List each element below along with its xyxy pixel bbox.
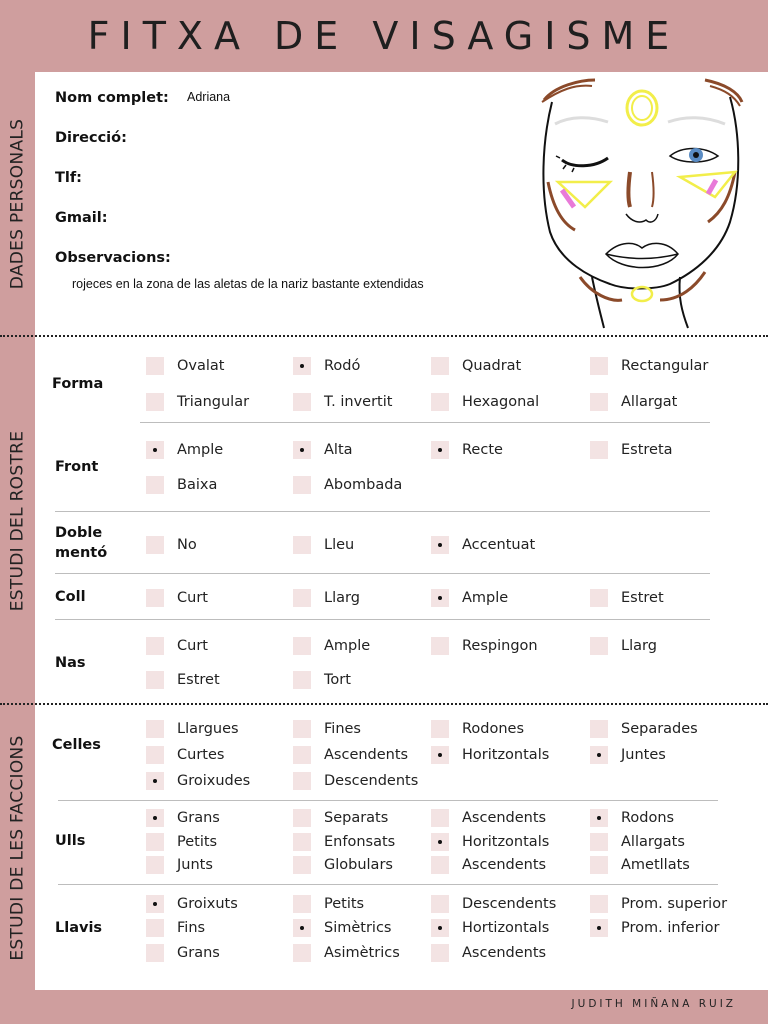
checkbox[interactable]	[293, 856, 311, 874]
option-label: Prom. inferior	[621, 920, 720, 936]
checked-dot-icon	[438, 543, 442, 547]
option-label: Estreta	[621, 442, 673, 458]
checkbox[interactable]	[590, 589, 608, 607]
row-label-nas: Nas	[55, 655, 86, 671]
checkbox[interactable]	[431, 720, 449, 738]
checkbox[interactable]	[590, 919, 608, 937]
option-label: Descendents	[462, 896, 557, 912]
notes-field[interactable]: rojeces en la zona de las aletas de la nariz bastante extendidas	[72, 277, 424, 291]
option-label: Ample	[462, 590, 509, 606]
row-label-coll: Coll	[55, 589, 86, 605]
checkbox[interactable]	[293, 476, 311, 494]
option-label: Ascendents	[462, 810, 547, 826]
option-label: Abombada	[324, 477, 403, 493]
checkbox[interactable]	[293, 919, 311, 937]
checked-dot-icon	[153, 816, 157, 820]
row-label-doble-mento: Doble mentó	[55, 525, 108, 561]
checkbox[interactable]	[146, 441, 164, 459]
option-label: Allargats	[621, 834, 685, 850]
checked-dot-icon	[597, 753, 601, 757]
row-label-front: Front	[55, 459, 99, 475]
checkbox[interactable]	[293, 441, 311, 459]
checkbox[interactable]	[293, 746, 311, 764]
checkbox[interactable]	[590, 441, 608, 459]
checkbox[interactable]	[431, 944, 449, 962]
option-label: Horitzontals	[462, 747, 550, 763]
row-divider	[58, 884, 718, 885]
option-label: Curtes	[177, 747, 225, 763]
checkbox[interactable]	[293, 809, 311, 827]
checkbox[interactable]	[431, 536, 449, 554]
address-label: Direcció:	[55, 130, 127, 146]
section-label-features: ESTUDI DE LES FACCIONS	[7, 735, 28, 961]
checkbox[interactable]	[431, 393, 449, 411]
checked-dot-icon	[300, 448, 304, 452]
checkbox[interactable]	[293, 720, 311, 738]
checkbox[interactable]	[431, 441, 449, 459]
option-label: Llargues	[177, 721, 239, 737]
checkbox[interactable]	[590, 809, 608, 827]
option-label: Estret	[177, 672, 220, 688]
option-label: Fins	[177, 920, 206, 936]
option-label: Lleu	[324, 537, 355, 553]
option-label: Ovalat	[177, 358, 225, 374]
option-label: Ample	[324, 638, 371, 654]
option-label: Rodó	[324, 358, 361, 374]
option-label: Tort	[324, 672, 351, 688]
option-label: Separades	[621, 721, 698, 737]
option-label: Ascendents	[462, 945, 547, 961]
name-field[interactable]: Adriana	[187, 90, 231, 104]
row-label-llavis: Llavis	[55, 920, 103, 936]
checkbox[interactable]	[590, 895, 608, 913]
checkbox[interactable]	[431, 746, 449, 764]
checkbox[interactable]	[590, 393, 608, 411]
checkbox[interactable]	[146, 589, 164, 607]
checkbox[interactable]	[146, 720, 164, 738]
option-label: Llarg	[621, 638, 657, 654]
checkbox[interactable]	[431, 833, 449, 851]
option-label: Horitzontals	[462, 834, 550, 850]
checkbox[interactable]	[146, 671, 164, 689]
checked-dot-icon	[597, 926, 601, 930]
checked-dot-icon	[597, 816, 601, 820]
option-label: Rodons	[621, 810, 675, 826]
option-label: Globulars	[324, 857, 393, 873]
checkbox[interactable]	[590, 720, 608, 738]
row-divider	[55, 511, 710, 512]
option-label: Juntes	[621, 747, 666, 763]
phone-label: Tlf:	[55, 170, 82, 186]
checkbox[interactable]	[146, 393, 164, 411]
name-label: Nom complet:	[55, 90, 169, 106]
notes-label: Observacions:	[55, 250, 171, 266]
row-label-forma: Forma	[52, 376, 104, 392]
checkbox[interactable]	[590, 833, 608, 851]
checkbox[interactable]	[146, 895, 164, 913]
option-label: Junts	[177, 857, 213, 873]
option-label: No	[177, 537, 197, 553]
option-label: Quadrat	[462, 358, 522, 374]
option-label: Triangular	[177, 394, 250, 410]
checkbox[interactable]	[431, 919, 449, 937]
option-label: Petits	[177, 834, 218, 850]
checkbox[interactable]	[293, 833, 311, 851]
checkbox[interactable]	[146, 357, 164, 375]
checkbox[interactable]	[431, 895, 449, 913]
option-label: Enfonsats	[324, 834, 396, 850]
option-label: Ametllats	[621, 857, 690, 873]
option-label: Ample	[177, 442, 224, 458]
checkbox[interactable]	[293, 536, 311, 554]
option-label: Grans	[177, 945, 220, 961]
checkbox[interactable]	[590, 856, 608, 874]
section-label-personal: DADES PERSONALS	[7, 118, 28, 290]
checked-dot-icon	[300, 926, 304, 930]
checkbox[interactable]	[431, 357, 449, 375]
checkbox[interactable]	[431, 809, 449, 827]
option-label: Ascendents	[462, 857, 547, 873]
option-label: Baixa	[177, 477, 218, 493]
checked-dot-icon	[438, 596, 442, 600]
page-title: FITXA DE VISAGISME	[87, 14, 681, 58]
option-label: Prom. superior	[621, 896, 728, 912]
checkbox[interactable]	[590, 357, 608, 375]
option-label: Hortizontals	[462, 920, 550, 936]
option-label: Asimètrics	[324, 945, 400, 961]
option-label: Curt	[177, 590, 208, 606]
row-divider	[55, 619, 710, 620]
option-label: Allargat	[621, 394, 678, 410]
checkbox[interactable]	[293, 772, 311, 790]
option-label: Separats	[324, 810, 389, 826]
checkbox[interactable]	[146, 919, 164, 937]
checkbox[interactable]	[293, 671, 311, 689]
checkbox[interactable]	[146, 637, 164, 655]
checkbox[interactable]	[431, 856, 449, 874]
option-label: Grans	[177, 810, 220, 826]
checkbox[interactable]	[431, 637, 449, 655]
checkbox[interactable]	[293, 589, 311, 607]
checkbox[interactable]	[293, 944, 311, 962]
option-label: Rectangular	[621, 358, 709, 374]
section-divider	[0, 703, 768, 705]
option-label: Fines	[324, 721, 361, 737]
checked-dot-icon	[438, 840, 442, 844]
checkbox[interactable]	[146, 944, 164, 962]
checked-dot-icon	[153, 448, 157, 452]
checked-dot-icon	[300, 364, 304, 368]
option-label: Groixuts	[177, 896, 238, 912]
row-label-celles: Celles	[52, 737, 101, 753]
option-label: T. invertit	[324, 394, 393, 410]
checked-dot-icon	[438, 753, 442, 757]
checkbox[interactable]	[293, 393, 311, 411]
checkbox[interactable]	[146, 809, 164, 827]
option-label: Petits	[324, 896, 365, 912]
option-label: Respingon	[462, 638, 538, 654]
option-label: Hexagonal	[462, 394, 540, 410]
checkbox[interactable]	[146, 833, 164, 851]
checkbox[interactable]	[146, 746, 164, 764]
option-label: Simètrics	[324, 920, 392, 936]
checkbox[interactable]	[293, 357, 311, 375]
section-divider	[0, 335, 768, 337]
face-sketch-illustration	[530, 72, 750, 330]
option-label: Recte	[462, 442, 503, 458]
option-label: Accentuat	[462, 537, 536, 553]
checked-dot-icon	[438, 926, 442, 930]
option-label: Estret	[621, 590, 664, 606]
option-label: Rodones	[462, 721, 525, 737]
checked-dot-icon	[153, 902, 157, 906]
checked-dot-icon	[153, 779, 157, 783]
footer-author: JUDITH MIÑANA RUIZ	[571, 998, 736, 1010]
checkbox[interactable]	[293, 637, 311, 655]
checkbox[interactable]	[146, 772, 164, 790]
option-label: Llarg	[324, 590, 360, 606]
option-label: Alta	[324, 442, 353, 458]
row-divider	[58, 800, 718, 801]
checkbox[interactable]	[590, 637, 608, 655]
option-label: Ascendents	[324, 747, 409, 763]
section-label-face: ESTUDI DEL ROSTRE	[7, 430, 28, 612]
option-label: Descendents	[324, 773, 419, 789]
checkbox[interactable]	[590, 746, 608, 764]
checkbox[interactable]	[293, 895, 311, 913]
option-label: Groixudes	[177, 773, 251, 789]
checkbox[interactable]	[431, 589, 449, 607]
checkbox[interactable]	[146, 536, 164, 554]
row-divider	[55, 573, 710, 574]
option-label: Curt	[177, 638, 208, 654]
row-label-ulls: Ulls	[55, 833, 86, 849]
checkbox[interactable]	[146, 476, 164, 494]
row-divider	[140, 422, 710, 423]
checkbox[interactable]	[146, 856, 164, 874]
email-label: Gmail:	[55, 210, 108, 226]
checked-dot-icon	[438, 448, 442, 452]
